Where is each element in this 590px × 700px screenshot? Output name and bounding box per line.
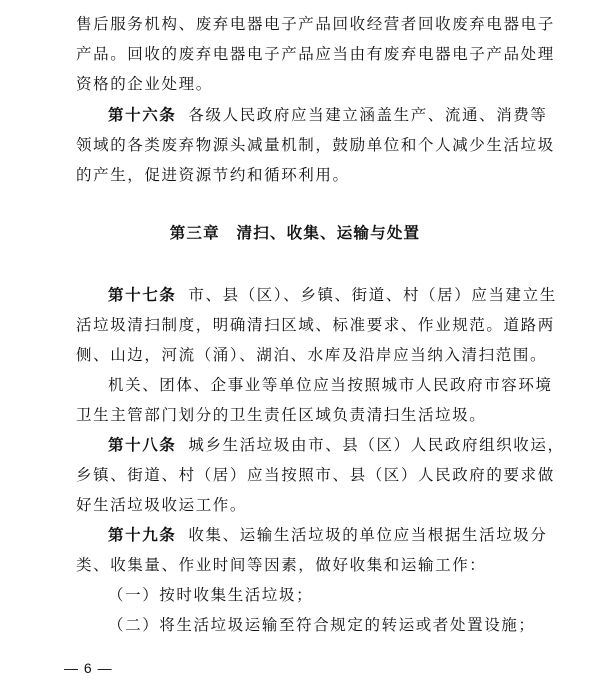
article-19-line [108, 523, 548, 545]
article-17-label: 第十七条 [108, 286, 177, 304]
text-line: 侧、山边，河流（涌）、湖泊、水库及沿岸应当纳入清扫范围。 [76, 346, 548, 364]
article-19-label: 第十九条 [108, 526, 177, 544]
text-line: 卫生主管部门划分的卫生责任区域负责清扫生活垃圾。 [76, 406, 487, 424]
text-line: 领域的各类废弃物源头减量机制，鼓励单位和个人减少生活垃圾 [76, 136, 555, 154]
list-item: （二）将生活垃圾运输至符合规定的转运或者处置设施； [108, 616, 536, 634]
article-16-line [108, 103, 548, 125]
article-16-label: 第十六条 [108, 106, 177, 124]
text-line: 资格的企业处理。 [76, 75, 213, 93]
article-16-text: 各级人民政府应当建立涵盖生产、流通、消费等 [188, 106, 548, 124]
text-line: 机关、团体、企事业等单位应当按照城市人民政府市容环境 [108, 376, 553, 394]
article-18-label: 第十八条 [108, 436, 177, 454]
article-17-text: 市、县（区）、乡镇、街道、村（居）应当建立生 [188, 286, 557, 304]
article-19-text: 收集、运输生活垃圾的单位应当根据生活垃圾分 [188, 526, 548, 544]
text-line: 好生活垃圾收运工作。 [76, 496, 248, 514]
text-line: 类、收集量、作业时间等因素，做好收集和运输工作： [76, 556, 487, 574]
text-line: 的产生，促进资源节约和循环利用。 [76, 166, 350, 184]
article-17-line [108, 283, 557, 305]
text-line: 产品。回收的废弃电器电子产品应当由有废弃电器电子产品处理 [76, 45, 555, 63]
article-18-line [108, 433, 565, 455]
chapter-heading: 第三章 清扫、收集、运输与处置 [169, 224, 421, 242]
text-line: 活垃圾清扫制度，明确清扫区域、标准要求、作业规范。道路两 [76, 316, 555, 334]
list-item: （一）按时收集生活垃圾； [108, 586, 314, 604]
page-number: — 6 — [64, 660, 113, 676]
article-18-text: 城乡生活垃圾由市、县（区）人民政府组织收运， [188, 436, 565, 454]
text-line: 乡镇、街道、村（居）应当按照市、县（区）人民政府的要求做 [76, 466, 555, 484]
text-line: 售后服务机构、废弃电器电子产品回收经营者回收废弃电器电子 [76, 15, 555, 33]
